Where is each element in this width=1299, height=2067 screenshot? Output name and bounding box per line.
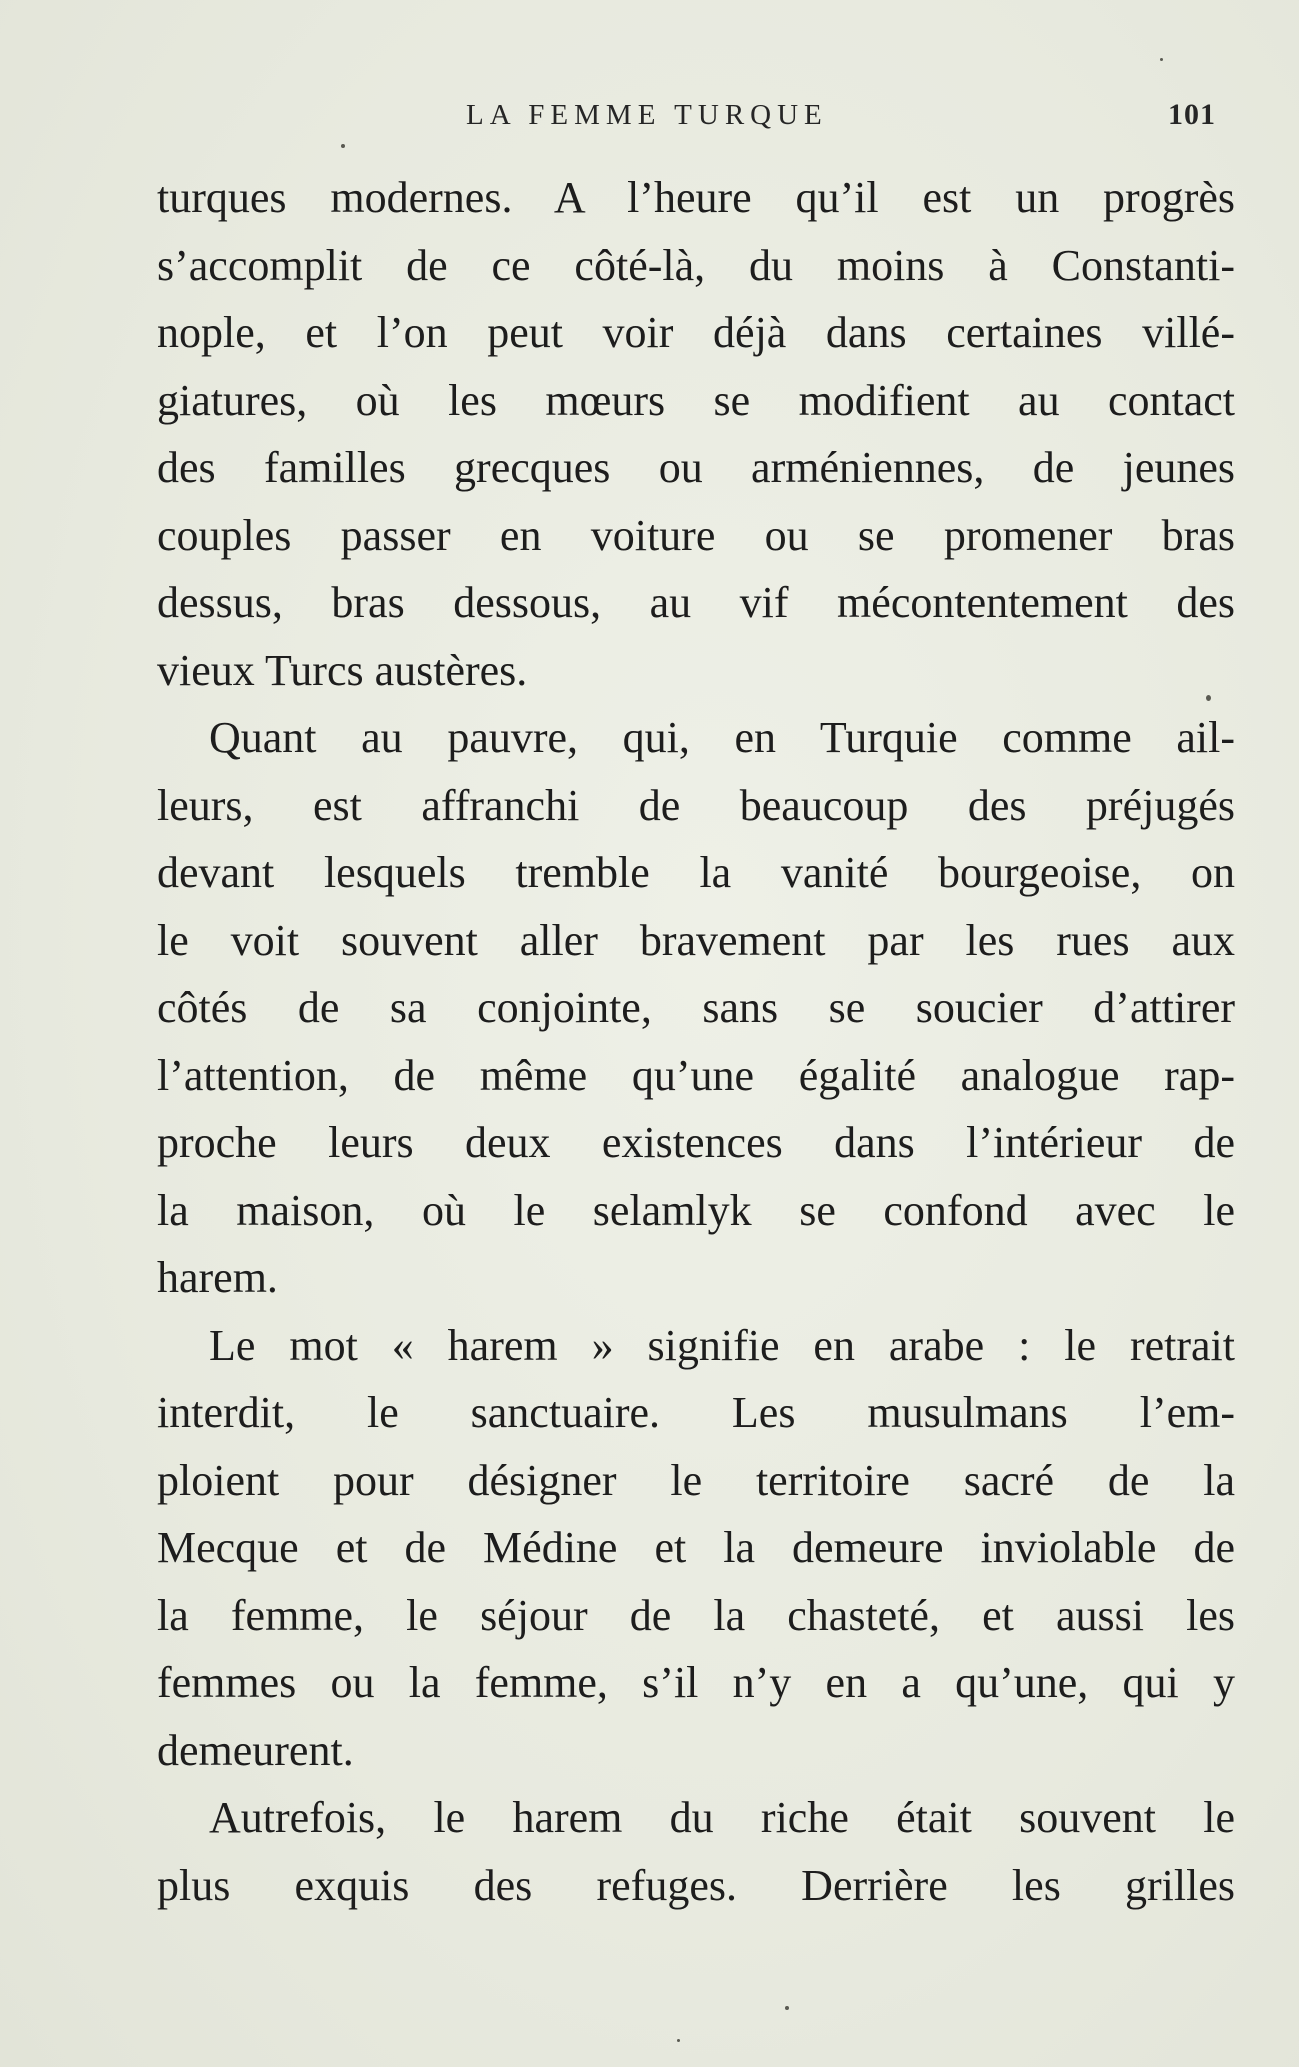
page-number: 101: [1168, 98, 1216, 131]
text-line: plus exquis des refuges. Derrière les grilles: [157, 1860, 1235, 1910]
text-line: côtés de sa conjointe, sans se soucier d’attirer: [157, 983, 1235, 1032]
paper-speck: [1206, 695, 1211, 701]
paper-speck: [677, 2039, 680, 2042]
running-title: LA FEMME TURQUE: [466, 99, 828, 131]
text-line: Quant au pauvre, qui, en Turquie comme ail-: [209, 713, 1235, 762]
text-line: interdit, le sanctuaire. Les musulmans l’em-: [157, 1388, 1235, 1437]
text-line: turques modernes. A l’heure qu’il est un progrès: [157, 173, 1235, 222]
text-line: la maison, où le selamlyk se confond avec le: [157, 1185, 1235, 1235]
text-line: l’attention, de même qu’une égalité analogue rap-: [157, 1050, 1235, 1100]
text-line: couples passer en voiture ou se promener bras: [157, 510, 1235, 560]
paragraph: [157, 704, 1235, 1312]
text-line: giatures, où les mœurs se modifient au contact: [157, 375, 1235, 425]
text-line: Le mot « harem » signifie en arabe : le retrait: [209, 1320, 1235, 1370]
text-line: le voit souvent aller bravement par les rues aux: [157, 915, 1235, 965]
text-line: femmes ou la femme, s’il n’y en a qu’une, qui y: [157, 1658, 1235, 1707]
paper-speck: [1160, 58, 1163, 61]
body-text: [157, 164, 1235, 1919]
text-line: proche leurs deux existences dans l’intérieur de: [157, 1118, 1235, 1167]
text-line: la femme, le séjour de la chasteté, et aussi les: [157, 1590, 1235, 1640]
text-line: harem.: [157, 1253, 278, 1302]
text-line: des familles grecques ou arméniennes, de jeunes: [157, 443, 1235, 492]
text-line: s’accomplit de ce côté-là, du moins à Constanti-: [157, 240, 1235, 290]
text-line: devant lesquels tremble la vanité bourgeoise, on: [157, 848, 1235, 897]
text-line: nople, et l’on peut voir déjà dans certaines villé-: [157, 308, 1235, 357]
text-line: demeurent.: [157, 1725, 354, 1775]
text-line: ploient pour désigner le territoire sacré de la: [157, 1455, 1235, 1505]
paragraph: [157, 1312, 1235, 1785]
text-line: leurs, est affranchi de beaucoup des préjugés: [157, 780, 1235, 830]
text-line: Autrefois, le harem du riche était souvent le: [209, 1793, 1235, 1842]
paragraph: [157, 164, 1235, 704]
paper-speck: [341, 144, 345, 148]
text-line: dessus, bras dessous, au vif mécontentement des: [157, 578, 1235, 627]
paragraph: [157, 1784, 1235, 1919]
text-line: vieux Turcs austères.: [157, 645, 528, 695]
paper-speck: [785, 2006, 789, 2010]
running-head: [0, 95, 1299, 135]
text-line: Mecque et de Médine et la demeure inviolable de: [157, 1523, 1235, 1572]
